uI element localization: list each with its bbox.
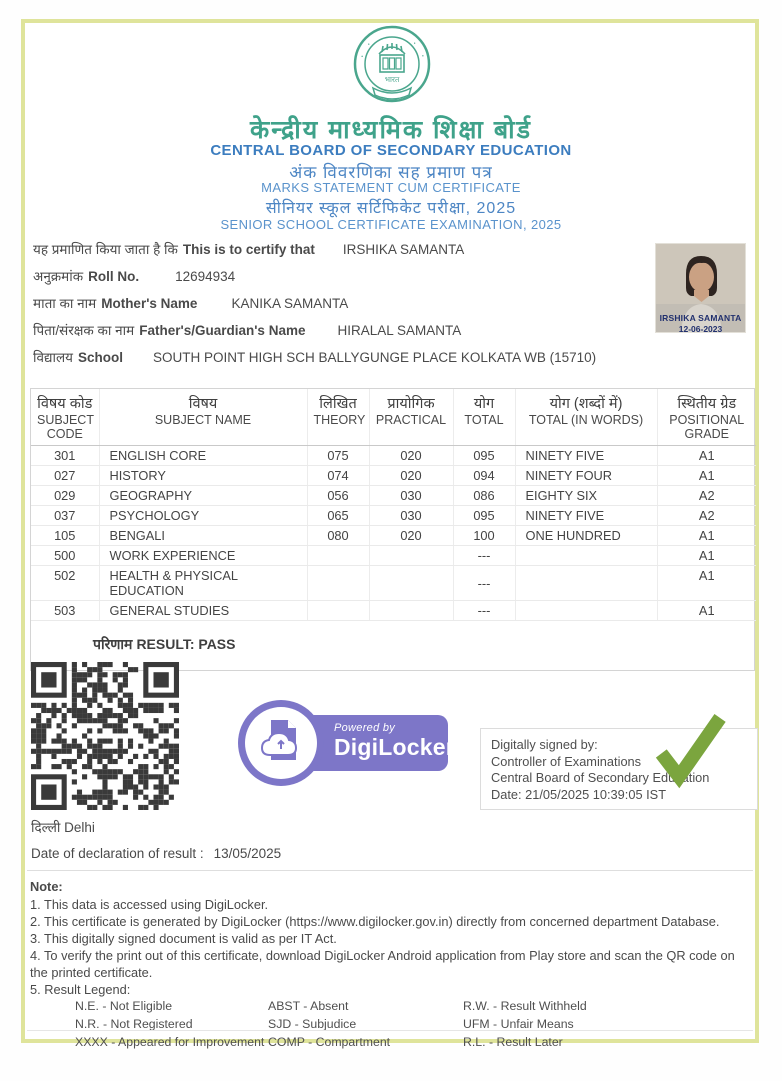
divider <box>27 1030 753 1031</box>
declaration-label: Date of declaration of result : <box>31 846 204 861</box>
svg-text:भारत: भारत <box>384 75 400 84</box>
legend-item: N.E. - Not Eligible <box>75 999 173 1013</box>
legend-item: R.L. - Result Later <box>463 1035 563 1049</box>
col-subject-name: विषय SUBJECT NAME <box>99 389 307 446</box>
col-grade: स्थितीय ग्रेड POSITIONAL GRADE <box>657 389 756 446</box>
svg-text:•: • <box>366 41 372 48</box>
roll-number: 12694934 <box>175 269 236 284</box>
signature-line-3: Central Board of Secondary Education <box>491 770 710 785</box>
mother-name: KANIKA SAMANTA <box>231 296 349 311</box>
school-row <box>33 348 596 366</box>
legend-item: N.R. - Not Registered <box>75 1017 193 1031</box>
roll-row <box>33 267 235 285</box>
legend-column-1 <box>30 997 268 1051</box>
roll-label-english: Roll No. <box>88 269 140 284</box>
result-legend <box>30 997 750 1051</box>
result-value: RESULT: PASS <box>136 636 236 652</box>
legend-item: XXXX - Appeared for Improvement <box>75 1035 265 1049</box>
table-row: 027 HISTORY 074 020 094 NINETY FOUR A1 <box>31 466 756 486</box>
note-item-4: 4. To verify the print out of this certificate, download DigiLocker Android application from Play store and scan the QR code on the printed certificate. <box>30 948 735 980</box>
mother-row <box>33 294 348 312</box>
signature-line-2: Controller of Examinations <box>491 753 642 769</box>
table-row: 500 WORK EXPERIENCE --- A1 <box>31 546 756 566</box>
father-name: HIRALAL SAMANTA <box>337 323 462 338</box>
checkmark-icon <box>649 707 731 789</box>
legend-item: ABST - Absent <box>268 999 349 1013</box>
legend-column-3 <box>463 997 750 1051</box>
digilocker-powered-by: Powered by <box>334 722 396 734</box>
father-label-hindi: पिता/संरक्षक का नाम <box>33 323 135 338</box>
digital-signature-box <box>480 728 758 810</box>
note-item-5: 5. Result Legend: <box>30 982 131 997</box>
legend-item: SJD - Subjudice <box>268 1017 357 1031</box>
signature-line-1: Digitally signed by: <box>491 737 598 752</box>
roll-label-hindi: अनुक्रमांक <box>33 269 84 284</box>
declaration-line <box>31 846 281 861</box>
table-row: 037 PSYCHOLOGY 065 030 095 NINETY FIVE A2 <box>31 506 756 526</box>
place-english: Delhi <box>64 820 95 835</box>
legend-item: R.W. - Result Withheld <box>463 999 587 1013</box>
school-label-english: School <box>78 350 124 365</box>
place-line <box>31 818 95 836</box>
col-subject-code: विषय कोड SUBJECT CODE <box>31 389 99 446</box>
father-row <box>33 321 461 339</box>
table-row: 502 HEALTH & PHYSICAL EDUCATION --- A1 <box>31 566 756 601</box>
legend-item: UFM - Unfair Means <box>463 1017 574 1031</box>
signature-line-4: Date: 21/05/2025 10:39:05 IST <box>491 786 667 802</box>
marks-table-header-row <box>31 389 756 446</box>
school-label-hindi: विद्यालय <box>33 350 73 365</box>
notes-section <box>30 879 750 998</box>
col-practical: प्रायोगिक PRACTICAL <box>369 389 453 446</box>
svg-text:•: • <box>419 53 426 59</box>
legend-item: COMP - Compartment <box>268 1035 391 1049</box>
result-label-hindi: परिणाम <box>93 636 133 652</box>
digilocker-brand: DigiLocker <box>334 734 455 760</box>
note-item-2: 2. This certificate is generated by DigiLocker (https://www.digilocker.gov.in) directly from concerned department Database. <box>30 914 720 929</box>
svg-text:•: • <box>411 40 417 47</box>
photo-caption-date: 12-06-2023 <box>678 324 723 333</box>
marks-table <box>30 388 755 671</box>
note-item-3: 3. This digitally signed document is valid as per IT Act. <box>30 931 337 946</box>
org-title-english: CENTRAL BOARD OF SECONDARY EDUCATION <box>210 142 572 159</box>
father-label-english: Father's/Guardian's Name <box>139 323 306 338</box>
doc-title-english: MARKS STATEMENT CUM CERTIFICATE <box>261 180 521 195</box>
certify-label-hindi: यह प्रमाणित किया जाता है कि <box>33 242 178 257</box>
mother-label-hindi: माता का नाम <box>33 296 97 311</box>
legend-column-2 <box>268 997 463 1051</box>
table-row: 503 GENERAL STUDIES --- A1 <box>31 601 756 621</box>
note-item-1: 1. This data is accessed using DigiLocker. <box>30 897 269 912</box>
org-title-hindi: केन्द्रीय माध्यमिक शिक्षा बोर्ड <box>250 116 532 144</box>
declaration-date: 13/05/2025 <box>213 846 282 861</box>
photo-caption-name: IRSHIKA SAMANTA <box>659 313 742 323</box>
table-row: 301 ENGLISH CORE 075 020 095 NINETY FIVE A1 <box>31 446 756 466</box>
col-total-words: योग (शब्दों में) TOTAL (IN WORDS) <box>515 389 657 446</box>
certify-label-english: This is to certify that <box>182 242 315 257</box>
exam-title-english: SENIOR SCHOOL CERTIFICATE EXAMINATION, 2025 <box>220 217 562 232</box>
svg-text:•: • <box>359 54 366 60</box>
student-name: IRSHIKA SAMANTA <box>342 242 465 257</box>
mother-label-english: Mother's Name <box>101 296 198 311</box>
cbse-seal-icon <box>349 24 435 110</box>
col-total: योग TOTAL <box>453 389 515 446</box>
exam-title-hindi: सीनियर स्कूल सर्टिफिकेट परीक्षा, 2025 <box>265 200 517 217</box>
notes-title: Note: <box>30 879 63 894</box>
digilocker-logo-icon <box>238 700 324 786</box>
col-theory: लिखित THEORY <box>307 389 369 446</box>
certify-row <box>33 240 464 258</box>
school-name: SOUTH POINT HIGH SCH BALLYGUNGE PLACE KOLKATA WB (15710) <box>153 350 597 365</box>
place-hindi: दिल्ली <box>31 820 61 835</box>
table-row: 029 GEOGRAPHY 056 030 086 EIGHTY SIX A2 <box>31 486 756 506</box>
qr-code <box>31 662 179 810</box>
digilocker-badge <box>238 700 455 786</box>
doc-title-hindi: अंक विवरणिका सह प्रमाण पत्र <box>289 163 493 182</box>
table-row: 105 BENGALI 080 020 100 ONE HUNDRED A1 <box>31 526 756 546</box>
student-photo <box>655 243 746 333</box>
divider <box>27 870 753 871</box>
